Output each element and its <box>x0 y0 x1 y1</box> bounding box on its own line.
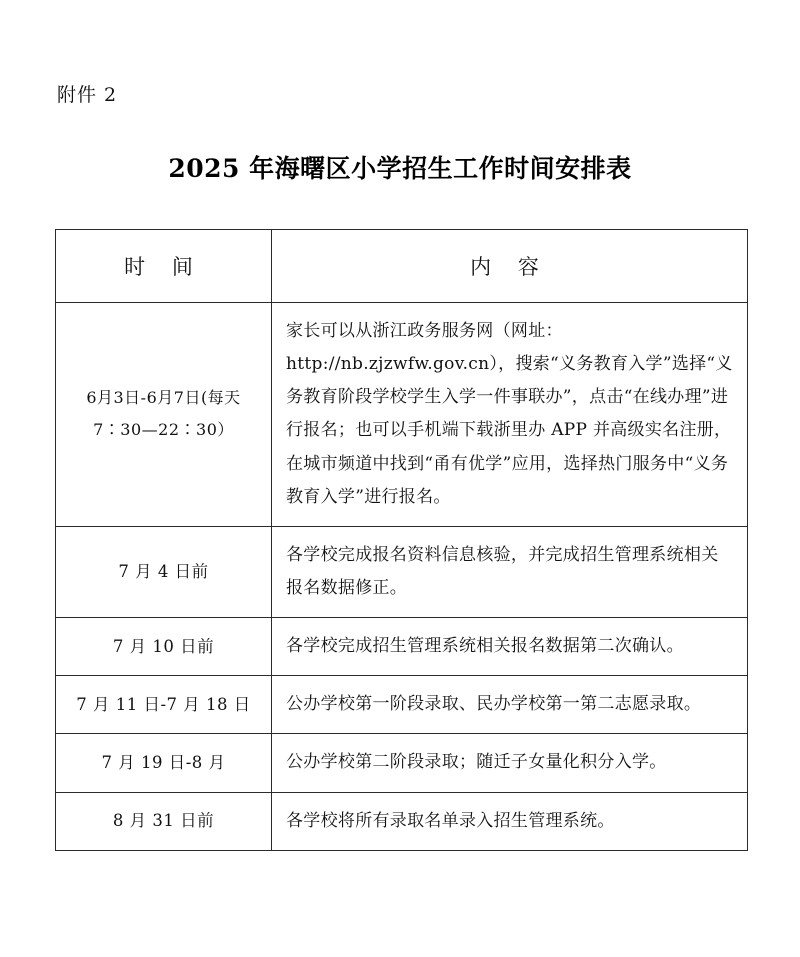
cell-time: 7 月 4 日前 <box>56 526 272 617</box>
cell-content: 公办学校第一阶段录取、民办学校第一第二志愿录取。 <box>272 676 748 734</box>
cell-content: 公办学校第二阶段录取；随迁子女量化积分入学。 <box>272 734 748 792</box>
table-row <box>56 676 748 734</box>
cell-time: 7 月 10 日前 <box>56 618 272 676</box>
table-header-row <box>56 230 748 303</box>
cell-content: 各学校完成招生管理系统相关报名数据第二次确认。 <box>272 618 748 676</box>
schedule-table <box>55 229 748 851</box>
cell-time: 8 月 31 日前 <box>56 792 272 850</box>
cell-time: 7 月 11 日-7 月 18 日 <box>56 676 272 734</box>
table-row <box>56 618 748 676</box>
table-row <box>56 303 748 527</box>
table-row <box>56 792 748 850</box>
table-row <box>56 526 748 617</box>
table-row <box>56 734 748 792</box>
attachment-label: 附件 2 <box>57 84 118 106</box>
column-header-time: 时 间 <box>56 230 272 303</box>
cell-time: 7 月 19 日-8 月 <box>56 734 272 792</box>
column-header-content: 内 容 <box>272 230 748 303</box>
cell-content: 家长可以从浙江政务服务网（网址：http://nb.zjzwfw.gov.cn），搜索“义务教育入学”选择“义务教育阶段学校学生入学一件事联办”，点击“在线办理”进行报名；也可以手机端下载浙里办 APP 并高级实名注册，在城市频道中找到“甬有优学”应用，选择热门服务中“义务教育入学”进行报名。 <box>272 303 748 527</box>
page-title: 2025 年海曙区小学招生工作时间安排表 <box>168 154 632 183</box>
cell-time: 6月3日-6月7日(每天 7∶30—22∶30） <box>56 303 272 527</box>
cell-content: 各学校完成报名资料信息核验，并完成招生管理系统相关报名数据修正。 <box>272 526 748 617</box>
cell-content: 各学校将所有录取名单录入招生管理系统。 <box>272 792 748 850</box>
